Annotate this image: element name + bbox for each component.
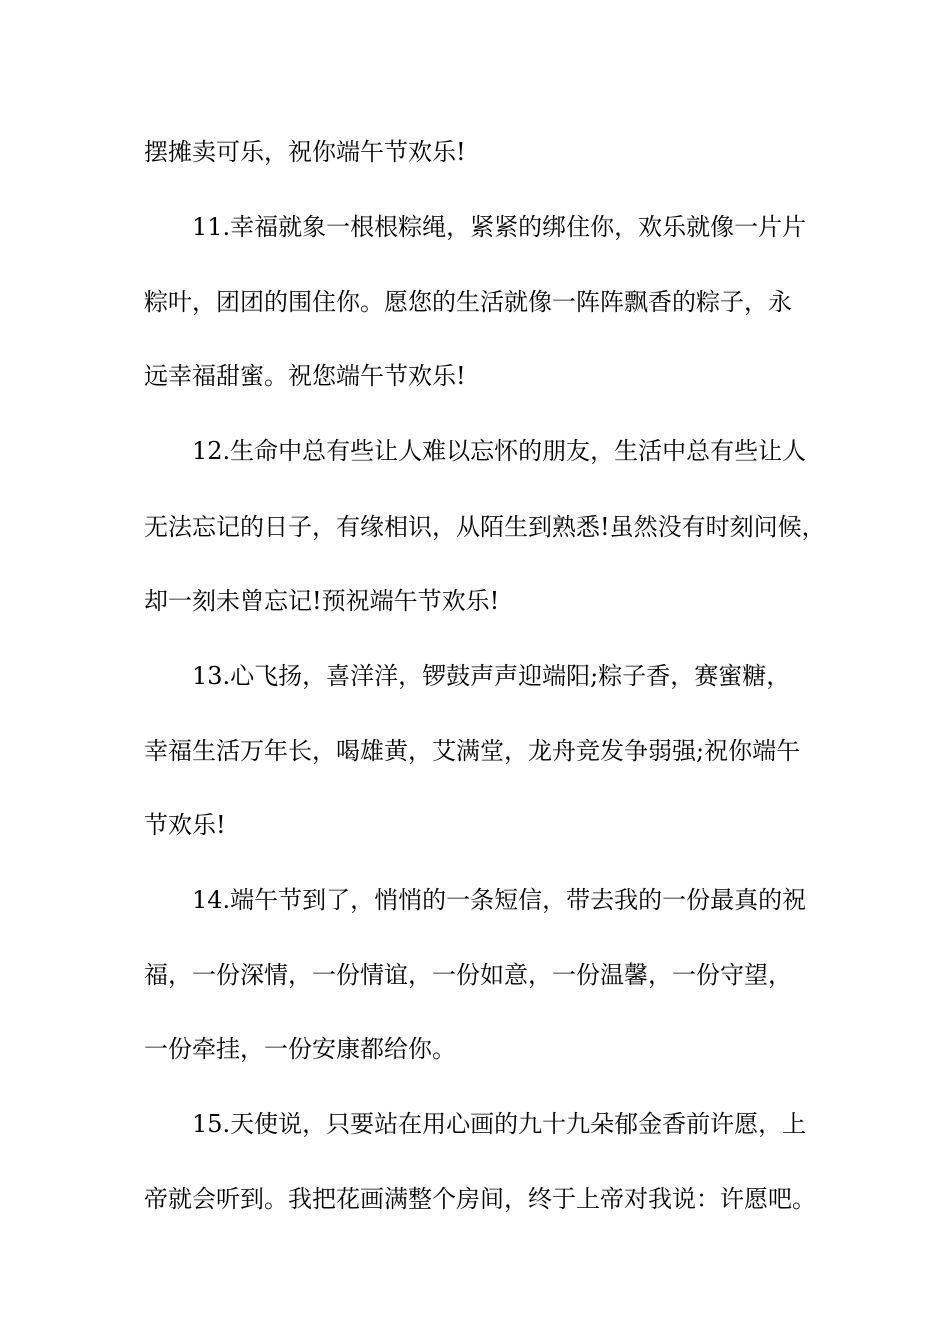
- paragraph-13-line-1: 13.心飞扬，喜洋洋，锣鼓声声迎端阳;粽子香，赛蜜糖，: [192, 662, 791, 690]
- paragraph-12-line-3: 却一刻未曾忘记!预祝端午节欢乐!: [144, 587, 500, 615]
- paragraph-13-line-2: 幸福生活万年长，喝雄黄，艾满堂，龙舟竞发争弱强;祝你端午: [144, 737, 801, 765]
- paragraph-14-line-3: 一份牵挂，一份安康都给你。: [144, 1035, 456, 1063]
- text-line: 摆摊卖可乐，祝你端午节欢乐!: [144, 138, 466, 166]
- paragraph-11-line-2: 粽叶，团团的围住你。愿您的生活就像一阵阵飘香的粽子，永: [144, 288, 792, 316]
- paragraph-12-line-1: 12.生命中总有些让人难以忘怀的朋友，生活中总有些让人: [192, 437, 807, 465]
- paragraph-15-line-2: 帝就会听到。我把花画满整个房间，终于上帝对我说：许愿吧。: [144, 1185, 816, 1213]
- paragraph-14-line-1: 14.端午节到了，悄悄的一条短信，带去我的一份最真的祝: [192, 886, 807, 914]
- paragraph-15-line-1: 15.天使说，只要站在用心画的九十九朵郁金香前许愿，上: [192, 1110, 807, 1138]
- paragraph-11-line-3: 远幸福甜蜜。祝您端午节欢乐!: [144, 362, 466, 390]
- paragraph-14-line-2: 福，一份深情，一份情谊，一份如意，一份温馨，一份守望，: [144, 961, 792, 989]
- paragraph-12-line-2: 无法忘记的日子，有缘相识，从陌生到熟悉!虽然没有时刻问候，: [144, 513, 826, 541]
- paragraph-11-line-1: 11.幸福就象一根根粽绳，紧紧的绑住你，欢乐就像一片片: [192, 213, 807, 241]
- paragraph-13-line-3: 节欢乐!: [144, 811, 226, 839]
